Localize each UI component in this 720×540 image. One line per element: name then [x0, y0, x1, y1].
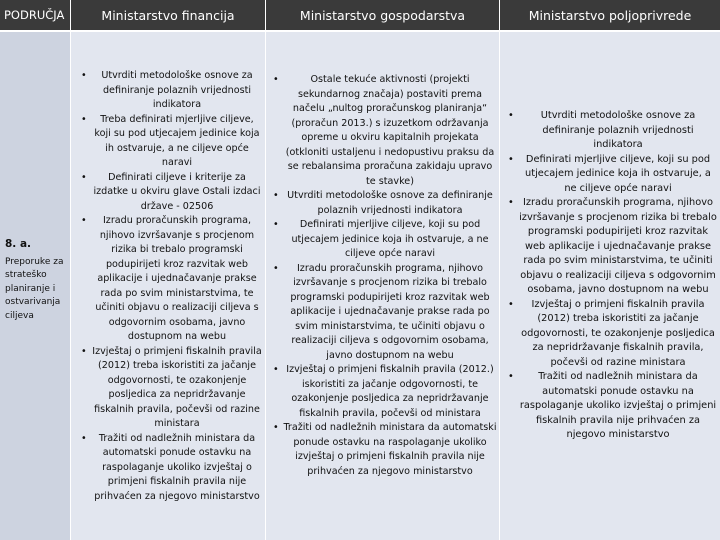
column-gospodarstva [266, 32, 499, 540]
column-podrucja [0, 32, 70, 540]
table-header [0, 0, 720, 32]
list-item: • Definirati ciljeve i kriterije za izdatke u okviru glave Ostali izdaci države - 02506 [81, 171, 263, 215]
header-ministarstvo-poljoprivrede: Ministarstvo poljoprivrede [528, 7, 692, 23]
list-item: • Tražiti od nadležnih ministara da automatski ponude ostavku na raspolaganje ukoliko izvještaj o primjeni fiskalnih pravila nije prihvaćen za njegovo ministarstvo [273, 421, 497, 479]
list-item: • Izradu proračunskih programa, njihovo izvršavanje s procjenom rizika bi trebalo programski podupirijeti kroz razvitak web aplikacije i ujednačavanje prakse rada po svim ministarstvima, te učiniti objavu o realizaciji ciljeva s odgovornim osobama, javno dostupnom na webu [81, 214, 263, 345]
list-item: • Utvrditi metodološke osnove za definiranje polaznih vrijednosti indikatora [508, 109, 718, 153]
header-podrucja: PODRUČJA [4, 8, 65, 22]
list-item: • Utvrditi metodološke osnove za definiranje polaznih vrijednosti indikatora [273, 189, 497, 218]
list-item: • Izvještaj o primjeni fiskalnih pravila (2012) treba iskoristiti za jačanje odgovornosti, te ozakonjenje posljedica za nepridržavanje fiskalnih pravila, počevši od razine ministara [508, 298, 718, 371]
list-item: • Tražiti od nadležnih ministara da automatski ponude ostavku na raspolaganje ukoliko izvještaj o primjeni fiskalnih pravila nije prihvaćen za njegovo ministarstvo [508, 370, 718, 443]
list-item: • Izradu proračunskih programa, njihovo izvršavanje s procjenom rizika bi trebalo programski podupirijeti kroz razvitak web aplikacije i ujednačavanje prakse rada po svim ministarstvima, te učiniti objavu o realizaciji ciljeva s odgovornim osobama, javno dostupnom na webu [273, 262, 497, 364]
list-item: • Definirati mjerljive ciljeve, koji su pod utjecajem jedinice koja ih ostvaruje, a ne ciljeve opće naravi [273, 218, 497, 262]
recommendation-number: 8. a. [5, 238, 32, 250]
column-divider [265, 0, 266, 540]
list-item: • Tražiti od nadležnih ministara da automatski ponude ostavku na raspolaganje ukoliko izvještaj o primjeni fiskalnih pravila nije prihvaćen za njegovo ministarstvo [81, 432, 263, 505]
column-divider [499, 0, 500, 540]
header-ministarstvo-financija: Ministarstvo financija [101, 7, 235, 23]
column-divider [70, 0, 71, 540]
column-poljoprivrede [500, 32, 720, 540]
list-item: • Ostale tekuće aktivnosti (projekti sekundarnog značaja) postaviti prema načelu „nultog proračunskog planiranja“ (proračun 2013.) s izuzetkom održavanja opreme u okviru kapitalnih projekata (otkloniti ustaljenu i nedopustivu praksu da se rebalansima proračuna zakidaju upravo te stavke) [273, 73, 497, 189]
list-item: • Definirati mjerljive ciljeve, koji su pod utjecajem jedinice koja ih ostvaruje, a ne ciljeve opće naravi [508, 153, 718, 197]
financija-list [81, 69, 263, 504]
recommendation-text: Preporuke za strateško planiranje i ostvarivanja ciljeva [5, 256, 64, 321]
recommendation-cell [5, 238, 70, 323]
gospodarstva-list [273, 73, 497, 479]
header-ministarstvo-gospodarstva: Ministarstvo gospodarstva [299, 7, 466, 23]
column-financija [71, 32, 265, 540]
list-item: • Treba definirati mjerljive ciljeve, koji su pod utjecajem jedinice koja ih ostvaruje, a ne ciljeve opće naravi [81, 113, 263, 171]
list-item: • Izradu proračunskih programa, njihovo izvršavanje s procjenom rizika bi trebalo programski podupirijeti kroz razvitak web aplikacije i ujednačavanje prakse rada po svim ministarstvima, te učiniti objavu o realizaciji ciljeva s odgovornim osobama, javno dostupnom na webu [508, 196, 718, 298]
list-item: • Izvještaj o primjeni fiskalnih pravila (2012.) iskoristiti za jačanje odgovornosti, te ozakonjenje posljedica za nepridržavanje fiskalnih pravila, počevši od ministara [273, 363, 497, 421]
list-item: • Utvrditi metodološke osnove za definiranje polaznih vrijednosti indikatora [81, 69, 263, 113]
poljoprivrede-list [508, 109, 718, 443]
list-item: • Izvještaj o primjeni fiskalnih pravila (2012) treba iskoristiti za jačanje odgovornosti, te ozakonjenje posljedica za nepridržavanje fiskalnih pravila, počevši od razine ministara [81, 345, 263, 432]
